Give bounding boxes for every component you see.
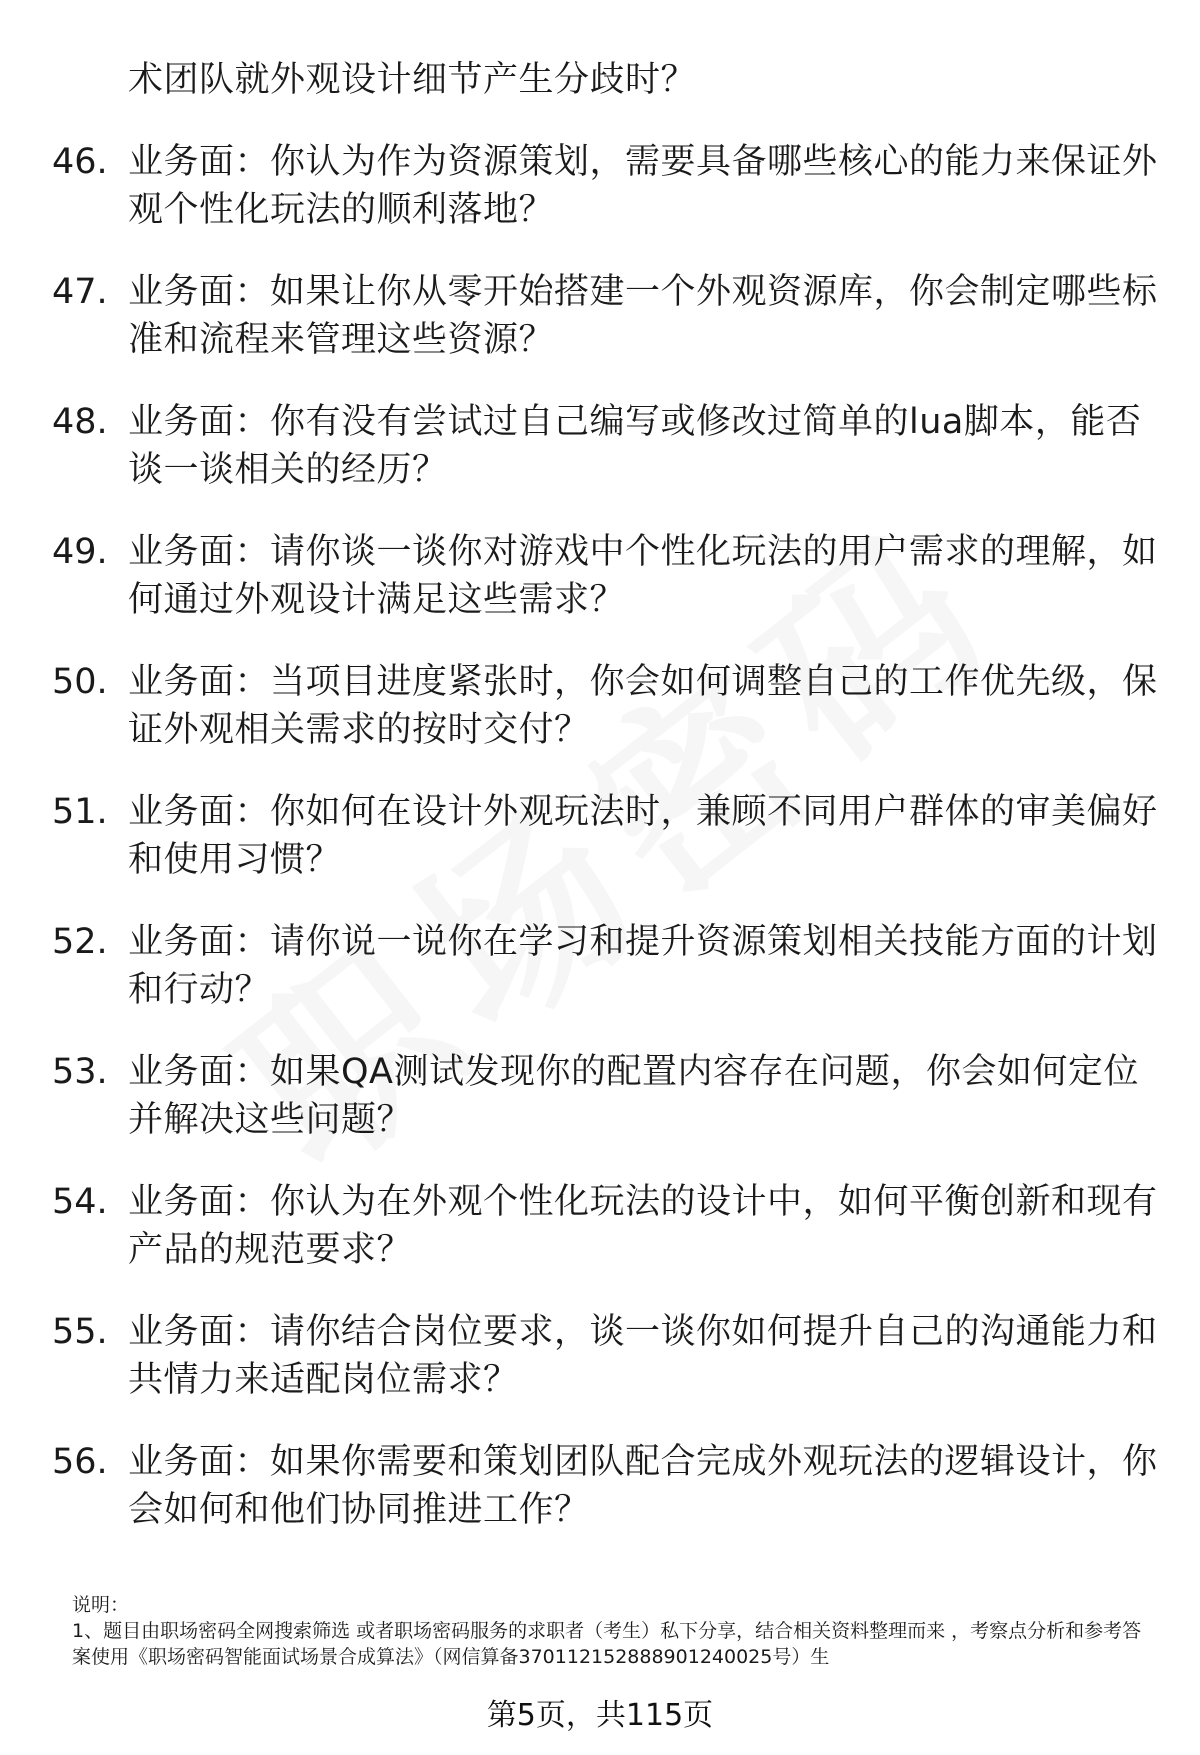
question-text: 业务面：当项目进度紧张时，你会如何调整自己的工作优先级，保证外观相关需求的按时交付？ [128, 662, 1158, 750]
question-continuation [52, 56, 1162, 104]
question-item-50 [52, 658, 1162, 754]
question-item-53 [52, 1048, 1162, 1144]
page-number: 第5页，共115页 [486, 1698, 714, 1733]
question-text: 业务面：请你谈一谈你对游戏中个性化玩法的用户需求的理解，如何通过外观设计满足这些需求？ [128, 532, 1158, 620]
question-number: 53. [52, 1052, 108, 1092]
question-number: 48. [52, 402, 108, 442]
notes-heading: 说明： [72, 1594, 130, 1616]
question-item-52 [52, 918, 1162, 1014]
question-text: 业务面：如果你需要和策划团队配合完成外观玩法的逻辑设计，你会如何和他们协同推进工作？ [128, 1442, 1158, 1530]
question-item-46 [52, 138, 1162, 234]
question-item-49 [52, 528, 1162, 624]
question-text: 业务面：你如何在设计外观玩法时，兼顾不同用户群体的审美偏好和使用习惯？ [128, 792, 1158, 880]
question-number: 55. [52, 1312, 108, 1352]
question-number: 47. [52, 272, 108, 312]
notes-section [72, 1592, 1152, 1670]
question-item-56 [52, 1438, 1162, 1534]
question-number: 56. [52, 1442, 108, 1482]
question-list [52, 56, 1162, 1568]
question-number: 50. [52, 662, 108, 702]
question-text: 业务面：请你说一说你在学习和提升资源策划相关技能方面的计划和行动？ [128, 922, 1158, 1010]
question-item-51 [52, 788, 1162, 884]
question-text: 业务面：如果让你从零开始搭建一个外观资源库，你会制定哪些标准和流程来管理这些资源？ [128, 272, 1158, 360]
notes-line-1: 1、题目由职场密码全网搜索筛选 或者职场密码服务的求职者（考生）私下分享，结合相关资料整理而来 ，考察点分析和参考答案使用《职场密码智能面试场景合成算法》（网信算备370112152888901240025号）生 [72, 1620, 1142, 1668]
question-number: 51. [52, 792, 108, 832]
question-number: 54. [52, 1182, 108, 1222]
question-number: 52. [52, 922, 108, 962]
question-text: 业务面：你认为作为资源策划，需要具备哪些核心的能力来保证外观个性化玩法的顺利落地？ [128, 142, 1158, 230]
question-number: 46. [52, 142, 108, 182]
question-number: 49. [52, 532, 108, 572]
question-item-55 [52, 1308, 1162, 1404]
question-text: 业务面：如果QA测试发现你的配置内容存在问题，你会如何定位并解决这些问题？ [128, 1052, 1139, 1140]
question-text: 业务面：你有没有尝试过自己编写或修改过简单的lua脚本，能否谈一谈相关的经历？ [128, 402, 1142, 490]
question-item-48 [52, 398, 1162, 494]
question-item-54 [52, 1178, 1162, 1274]
question-text: 业务面：请你结合岗位要求，谈一谈你如何提升自己的沟通能力和共情力来适配岗位需求？ [128, 1312, 1158, 1400]
question-text: 业务面：你认为在外观个性化玩法的设计中，如何平衡创新和现有产品的规范要求？ [128, 1182, 1158, 1270]
question-text: 术团队就外观设计细节产生分歧时？ [128, 60, 697, 100]
question-item-47 [52, 268, 1162, 364]
